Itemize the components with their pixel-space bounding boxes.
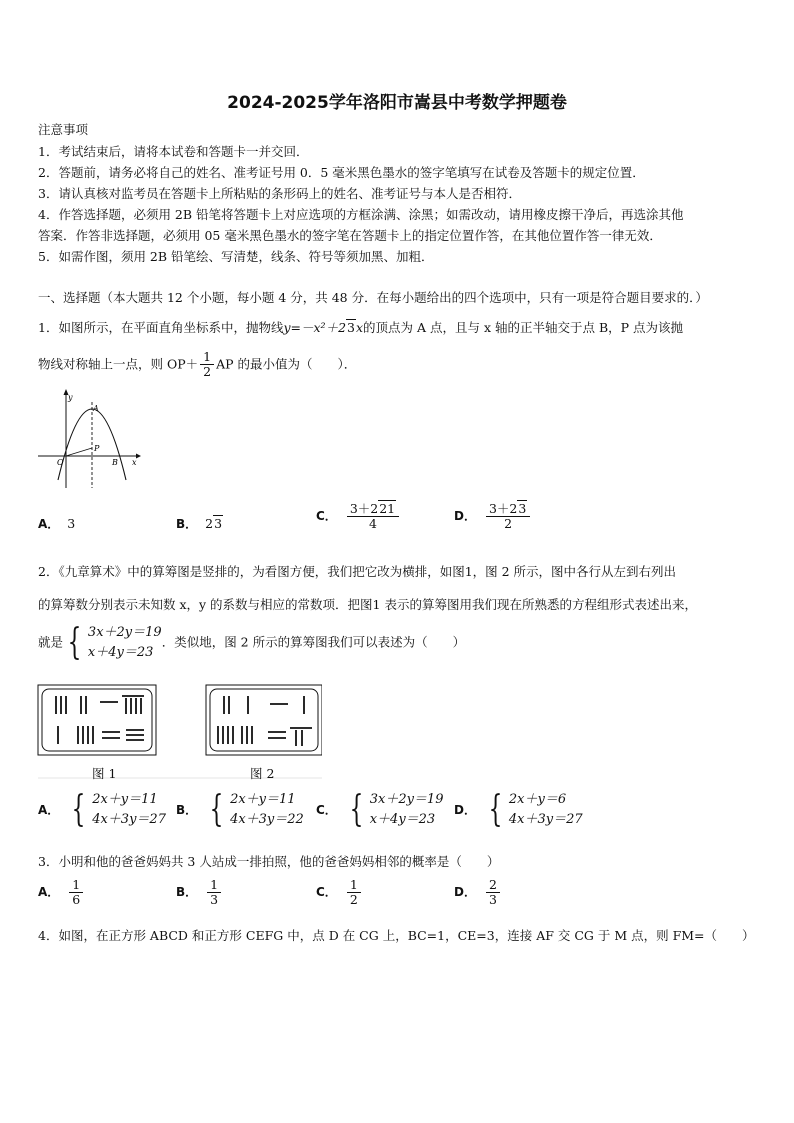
q1-formula-sqrt: 3 [347, 320, 355, 335]
q3-option-b[interactable] [176, 878, 223, 908]
q1-frac-num: 1 [200, 350, 214, 365]
q1-option-c-frac [347, 502, 399, 532]
q2-counting-rod-figures [36, 682, 322, 782]
label-o: O [57, 458, 64, 467]
q1-option-a-label: A． [38, 517, 60, 531]
q1-option-b-label: B． [176, 517, 198, 531]
q2-option-d-row1: 2x＋y＝6 [508, 792, 567, 807]
q1-option-d-den: 2 [504, 516, 513, 532]
q1-option-c-den: 4 [368, 516, 377, 532]
q3-option-c-den: 2 [349, 892, 358, 908]
q1-option-c-num-sqrt: 21 [379, 501, 396, 516]
q3-option-c[interactable] [316, 878, 363, 908]
q1-option-a[interactable] [38, 515, 75, 532]
q2-option-b-row2: 4x＋3y＝22 [230, 812, 304, 828]
notice-item-5: 5．如需作图，须用 2B 铅笔绘、写清楚，线条、符号等须加黑、加粗． [38, 249, 434, 264]
q3-option-d-den: 3 [488, 892, 497, 908]
q1-option-b[interactable] [176, 515, 223, 532]
q2-option-a-row2: 4x＋3y＝27 [92, 812, 166, 828]
q2-option-b-label: B． [176, 802, 198, 817]
q2-system-row1: 3x＋2y＝19 [87, 625, 162, 640]
page-title: 2024-2025学年洛阳市嵩县中考数学押题卷 [227, 93, 567, 113]
fig2-row1-rods [224, 696, 304, 714]
notice-item-4: 4．作答选择题，必须用 2B 铅笔将答题卡上对应选项的方框涂满、涂黑；如需改动，请用橡皮擦干净后，再选涂其他 [38, 207, 684, 222]
q2-option-b[interactable] [176, 790, 304, 830]
q3-option-c-label: C． [316, 885, 337, 900]
q1-frac-den: 2 [203, 364, 212, 380]
q2-option-a-row1: 2x＋y＝11 [92, 792, 158, 807]
fig2-row2-rods [218, 726, 312, 746]
notice-item-4-cont: 答案．作答非选择题，必须用 05 毫米黑色墨水的签字笔在答题卡上的指定位置作答，在其他位置作答一律无效． [38, 228, 662, 243]
q1-option-c[interactable] [316, 502, 401, 532]
q3-text: 3．小明和他的爸爸妈妈共 3 人站成一排拍照，他的爸爸妈妈相邻的概率是（ ） [38, 854, 500, 869]
q1-line1 [38, 318, 683, 336]
label-x: x [132, 458, 137, 467]
q2-option-a-rows [92, 790, 166, 830]
q2-option-a-system [67, 790, 166, 830]
q1-option-b-pre: 2 [205, 516, 214, 531]
q2-line3-a: 就是 [38, 634, 64, 650]
q2-system [63, 623, 162, 663]
q1-text-b: 的顶点为 A 点，且与 x 轴的正半轴交于点 B，P 点为该抛 [363, 320, 684, 335]
q2-line2: 的算筹数分别表示未知数 x，y 的系数与相应的常数项．把图1 表示的算筹图用我们现在所熟悉的方程组形式表述出来， [38, 597, 697, 612]
q3-option-b-label: B． [176, 885, 198, 900]
fig2-caption: 图 2 [250, 766, 275, 781]
q1-option-d[interactable] [454, 502, 532, 532]
q2-option-d-brace: { [488, 789, 503, 831]
q1-parabola-figure [36, 388, 142, 490]
q3-option-b-frac [207, 878, 221, 908]
q1-option-a-text: 3 [67, 516, 76, 531]
q2-option-a[interactable] [38, 790, 166, 830]
notice-item-3: 3．请认真核对监考员在答题卡上所粘贴的条形码上的姓名、准考证号与本人是否相符． [38, 186, 521, 201]
q1-option-c-num-pre: 3＋2 [349, 501, 379, 516]
q1-text-d: AP 的最小值为（ ）． [216, 356, 357, 372]
q2-option-c-row2: x＋4y＝23 [369, 812, 436, 828]
fig2-outer-frame [206, 685, 322, 755]
q2-option-c-brace: { [349, 789, 364, 831]
q2-system-row2: x＋4y＝23 [87, 645, 154, 661]
q2-option-b-system [205, 790, 304, 830]
q3-option-d-frac [486, 878, 500, 908]
section-heading: 一、选择题（本大题共 12 个小题，每小题 4 分，共 48 分．在每小题给出的四个选项中，只有一项是符合题目要求的．） [38, 290, 708, 305]
q3-option-a-frac [69, 878, 83, 908]
label-b: B [112, 458, 118, 467]
q3-option-a[interactable] [38, 878, 85, 908]
q3-option-c-num: 1 [347, 878, 361, 893]
notice-item-2: 2．答题前，请务必将自己的姓名、准考证号用 0．5 毫米黑色墨水的签字笔填写在试卷及答题卡的规定位置． [38, 165, 645, 180]
q2-option-d-label: D． [454, 802, 476, 817]
q2-option-b-row1: 2x＋y＝11 [230, 792, 296, 807]
q3-option-a-num: 1 [69, 878, 83, 893]
q2-option-d-system [484, 790, 583, 830]
q4-text: 4．如图，在正方形 ABCD 和正方形 CEFG 中，点 D 在 CG 上，BC=1，CE=3，连接 AF 交 CG 于 M 点，则 FM=（ ） [38, 928, 755, 943]
label-p: P [94, 444, 100, 453]
q1-fraction [200, 350, 214, 380]
q2-option-d-row2: 4x＋3y＝27 [508, 812, 583, 828]
segment-op [66, 448, 92, 456]
q2-option-d[interactable] [454, 790, 583, 830]
q3-option-a-den: 6 [72, 892, 81, 908]
label-a: A [93, 404, 99, 413]
q2-option-b-brace: { [209, 789, 224, 831]
q1-text-a: 1．如图所示，在平面直角坐标系中，抛物线 [38, 320, 284, 335]
notice-item-1: 1．考试结束后，请将本试卷和答题卡一并交回． [38, 144, 309, 159]
q1-option-b-sqrt: 3 [214, 516, 223, 531]
q2-system-rows [88, 623, 162, 663]
fig1-row1-rods [56, 696, 144, 714]
q1-option-d-num [486, 502, 530, 517]
fig1-row2-rods [58, 726, 144, 744]
q1-formula-b: x [355, 320, 364, 335]
notice-heading: 注意事项 [38, 122, 89, 137]
q1-option-d-frac [486, 502, 530, 532]
q1-formula-a: y=－x²＋2 [283, 320, 347, 335]
x-axis-arrow [136, 454, 141, 459]
q1-text-c: 物线对称轴上一点，则 OP＋ [38, 356, 199, 372]
q3-option-d-num: 2 [486, 878, 500, 893]
q3-option-d-label: D． [454, 885, 476, 900]
q3-option-b-num: 1 [207, 878, 221, 893]
q2-line3-b: ．类似地，图 2 所示的算筹图我们可以表述为（ ） [161, 634, 466, 650]
label-y: y [68, 393, 73, 402]
q1-option-c-label: C． [316, 509, 337, 524]
q2-option-a-label: A． [38, 802, 60, 817]
q2-option-d-rows [509, 790, 583, 830]
fig1-caption: 图 1 [92, 766, 117, 781]
q2-option-c-rows [370, 790, 444, 830]
q3-option-a-label: A． [38, 885, 60, 900]
q1-option-d-num-pre: 3＋2 [488, 501, 518, 516]
q2-option-a-brace: { [71, 789, 86, 831]
q2-option-c-row1: 3x＋2y＝19 [369, 792, 444, 807]
q1-option-d-num-sqrt: 3 [518, 501, 527, 516]
q2-option-b-rows [230, 790, 304, 830]
q1-option-c-num [347, 502, 399, 517]
q3-option-b-den: 3 [210, 892, 219, 908]
q1-line2 [38, 350, 356, 380]
q2-option-c-label: C． [316, 802, 337, 817]
q3-option-d[interactable] [454, 878, 502, 908]
q2-line3 [38, 623, 465, 663]
q2-line1: 2．《九章算术》中的算筹图是竖排的，为看图方便，我们把它改为横排，如图1，图 2 所示，图中各行从左到右列出 [38, 564, 677, 579]
q1-option-d-label: D． [454, 509, 476, 524]
q2-option-c[interactable] [316, 790, 443, 830]
q2-system-brace: { [67, 622, 82, 664]
q3-option-c-frac [347, 878, 361, 908]
q2-option-c-system [345, 790, 444, 830]
